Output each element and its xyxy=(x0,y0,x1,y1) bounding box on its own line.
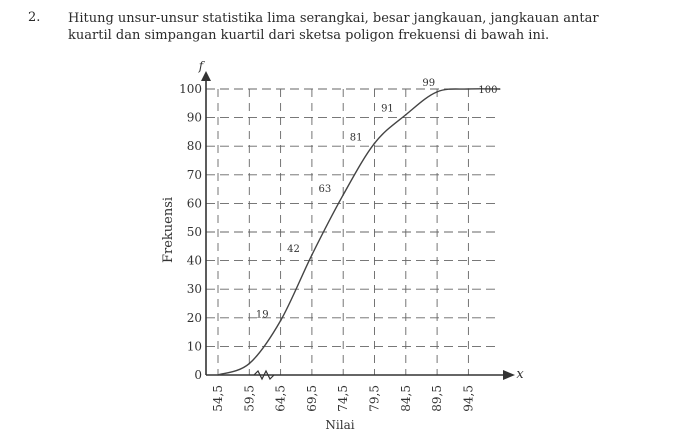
ogive-point xyxy=(405,114,407,116)
point-label: 81 xyxy=(349,132,363,144)
x-tick-label: 69,5 xyxy=(304,385,319,412)
question-line-1: Hitung unsur-unsur statistika lima serangkai, besar jangkauan, jangkauan antar xyxy=(68,11,599,26)
y-tick-label: 20 xyxy=(186,310,202,325)
tick-labels xyxy=(179,82,475,412)
x-tick-label: 94,5 xyxy=(461,385,476,412)
y-tick-label: 90 xyxy=(186,110,202,125)
x-tick-label: 89,5 xyxy=(430,385,445,412)
y-tick-label: 80 xyxy=(186,139,202,154)
question-number: 2. xyxy=(28,10,41,25)
y-tick-label: 40 xyxy=(186,253,202,268)
y-axis-title: Frekuensi xyxy=(161,196,176,264)
point-label: 63 xyxy=(318,183,332,195)
x-axis-symbol: x xyxy=(516,367,524,382)
ogive-point xyxy=(249,363,251,365)
x-tick-label: 59,5 xyxy=(242,385,257,412)
x-tick-label: 54,5 xyxy=(211,385,225,412)
point-label: 99 xyxy=(422,77,436,89)
y-axis-symbol: f xyxy=(198,59,204,73)
question-line-2: kuartil dan simpangan kuartil dari sketsa poligon frekuensi di bawah ini. xyxy=(68,28,550,43)
ogive-point xyxy=(499,88,501,90)
point-label: 19 xyxy=(255,309,269,321)
ogive-point xyxy=(342,194,344,196)
y-tick-label: 70 xyxy=(186,167,202,182)
ogive-point xyxy=(217,374,219,376)
y-tick-label: 30 xyxy=(186,282,202,297)
ogive-point xyxy=(468,88,470,90)
y-tick-label: 100 xyxy=(179,82,202,96)
x-axis-title: Nilai xyxy=(325,418,355,431)
y-tick-label: 10 xyxy=(186,339,202,354)
ogive-point xyxy=(280,320,282,322)
y-tick-label: 0 xyxy=(194,368,202,382)
point-labels xyxy=(256,78,498,321)
ogive-point xyxy=(311,254,313,256)
y-tick-label: 50 xyxy=(186,225,202,239)
x-tick-label: 64,5 xyxy=(273,385,288,412)
point-label: 100 xyxy=(478,85,498,96)
x-tick-label: 84,5 xyxy=(398,385,413,412)
ogive-point xyxy=(374,143,376,145)
point-label: 91 xyxy=(381,103,394,115)
x-tick-label: 79,5 xyxy=(367,385,382,412)
x-axis-arrow xyxy=(503,370,515,380)
x-tick-label: 74,5 xyxy=(336,385,351,412)
ogive-point xyxy=(436,91,438,93)
y-tick-label: 60 xyxy=(186,196,202,211)
point-label: 42 xyxy=(287,243,300,255)
